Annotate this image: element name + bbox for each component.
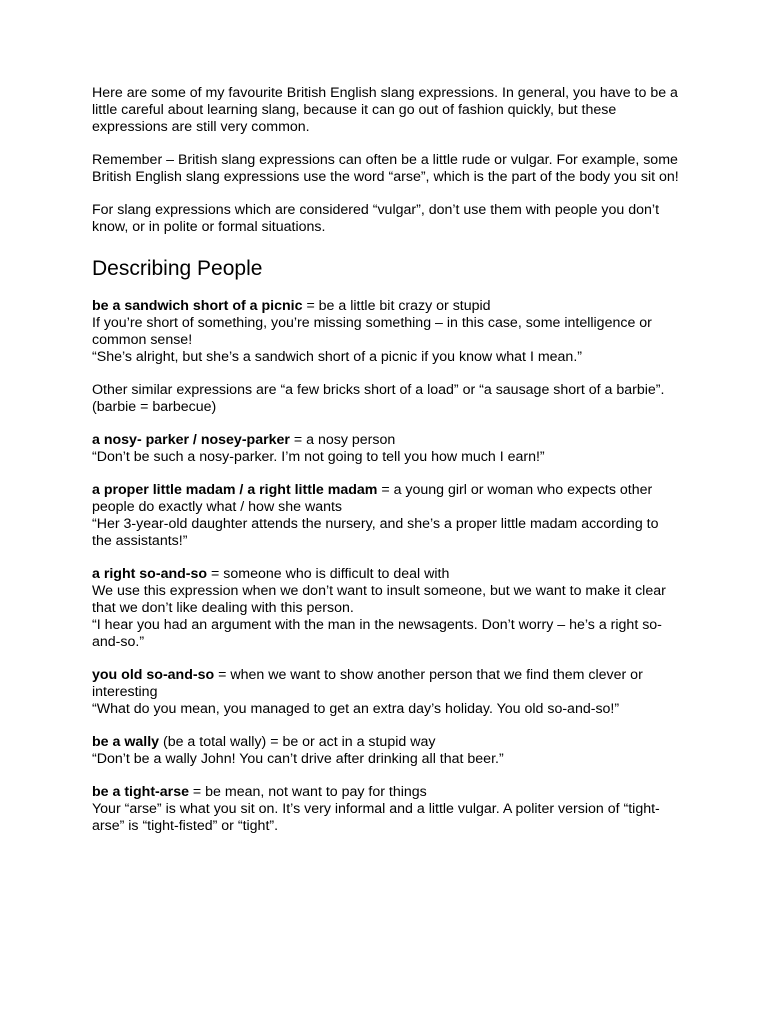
section-heading: Describing People bbox=[92, 257, 263, 280]
slang-definition: = when we want to show another person that we find them clever or interesting bbox=[92, 667, 643, 700]
slang-definition: = a young girl or woman who expects other people do exactly what / how she wants bbox=[92, 482, 653, 515]
slang-entry bbox=[92, 432, 682, 466]
slang-definition: (be a total wally) = be or act in a stupid way bbox=[159, 734, 436, 750]
slang-entry bbox=[92, 734, 682, 768]
entry-headline bbox=[92, 298, 682, 315]
slang-definition: = be a little bit crazy or stupid bbox=[302, 298, 491, 314]
intro-paragraph-1: Here are some of my favourite British English slang expressions. In general, you have to be a little careful about learning slang, because it can go out of fashion quickly, but these expressions are still very common. bbox=[92, 85, 678, 135]
slang-term: be a sandwich short of a picnic bbox=[92, 298, 303, 314]
entry-headline bbox=[92, 432, 682, 449]
entry-example: “Don’t be a wally John! You can’t drive after drinking all that beer.” bbox=[92, 751, 504, 767]
slang-term: be a tight-arse bbox=[92, 784, 189, 800]
slang-term: be a wally bbox=[92, 734, 160, 750]
slang-entry bbox=[92, 784, 682, 835]
entry-headline bbox=[92, 784, 682, 801]
entry-example: “Don’t be such a nosy-parker. I’m not going to tell you how much I earn!” bbox=[92, 449, 545, 465]
entry-example: “Her 3-year-old daughter attends the nursery, and she’s a proper little madam according to the assistants!” bbox=[92, 516, 659, 549]
slang-entry bbox=[92, 298, 682, 366]
slang-definition: = a nosy person bbox=[289, 432, 396, 448]
entry-example: “She’s alright, but she’s a sandwich short of a picnic if you know what I mean.” bbox=[92, 349, 582, 365]
entry-example: “What do you mean, you managed to get an extra day’s holiday. You old so-and-so!” bbox=[92, 701, 620, 717]
entry-headline bbox=[92, 734, 682, 751]
entry-line: Other similar expressions are “a few bricks short of a load” or “a sausage short of a barbie”. (barbie = barbecue) bbox=[92, 382, 665, 415]
slang-term: a nosy- parker / nosey-parker bbox=[92, 432, 290, 448]
intro-paragraph-3: For slang expressions which are considered “vulgar”, don’t use them with people you don’t know, or in polite or formal situations. bbox=[92, 202, 660, 235]
slang-entry bbox=[92, 566, 682, 651]
slang-entry bbox=[92, 667, 682, 718]
slang-term: a proper little madam / a right little madam bbox=[92, 482, 378, 498]
slang-note bbox=[92, 382, 682, 416]
slang-term: you old so-and-so bbox=[92, 667, 215, 683]
slang-definition: = be mean, not want to pay for things bbox=[188, 784, 427, 800]
slang-definition: = someone who is difficult to deal with bbox=[207, 566, 450, 582]
entry-line: If you’re short of something, you’re missing something – in this case, some intelligence or common sense! bbox=[92, 315, 652, 348]
slang-term: a right so-and-so bbox=[92, 566, 208, 582]
entry-headline bbox=[92, 566, 682, 583]
document-page bbox=[92, 85, 682, 851]
entry-headline bbox=[92, 482, 682, 516]
slang-entry bbox=[92, 482, 682, 550]
entry-headline bbox=[92, 667, 682, 701]
intro-paragraph-2: Remember – British slang expressions can often be a little rude or vulgar. For example, some British English slang expressions use the word “arse”, which is the part of the body you sit on! bbox=[92, 152, 679, 185]
entry-line: Your “arse” is what you sit on. It’s very informal and a little vulgar. A politer version of “tight-arse” is “tight-fisted” or “tight”. bbox=[92, 801, 660, 834]
entry-example: “I hear you had an argument with the man in the newsagents. Don’t worry – he’s a right so-and-so.” bbox=[92, 617, 662, 650]
entry-line: We use this expression when we don’t want to insult someone, but we want to make it clear that we don’t like dealing with this person. bbox=[92, 583, 666, 616]
